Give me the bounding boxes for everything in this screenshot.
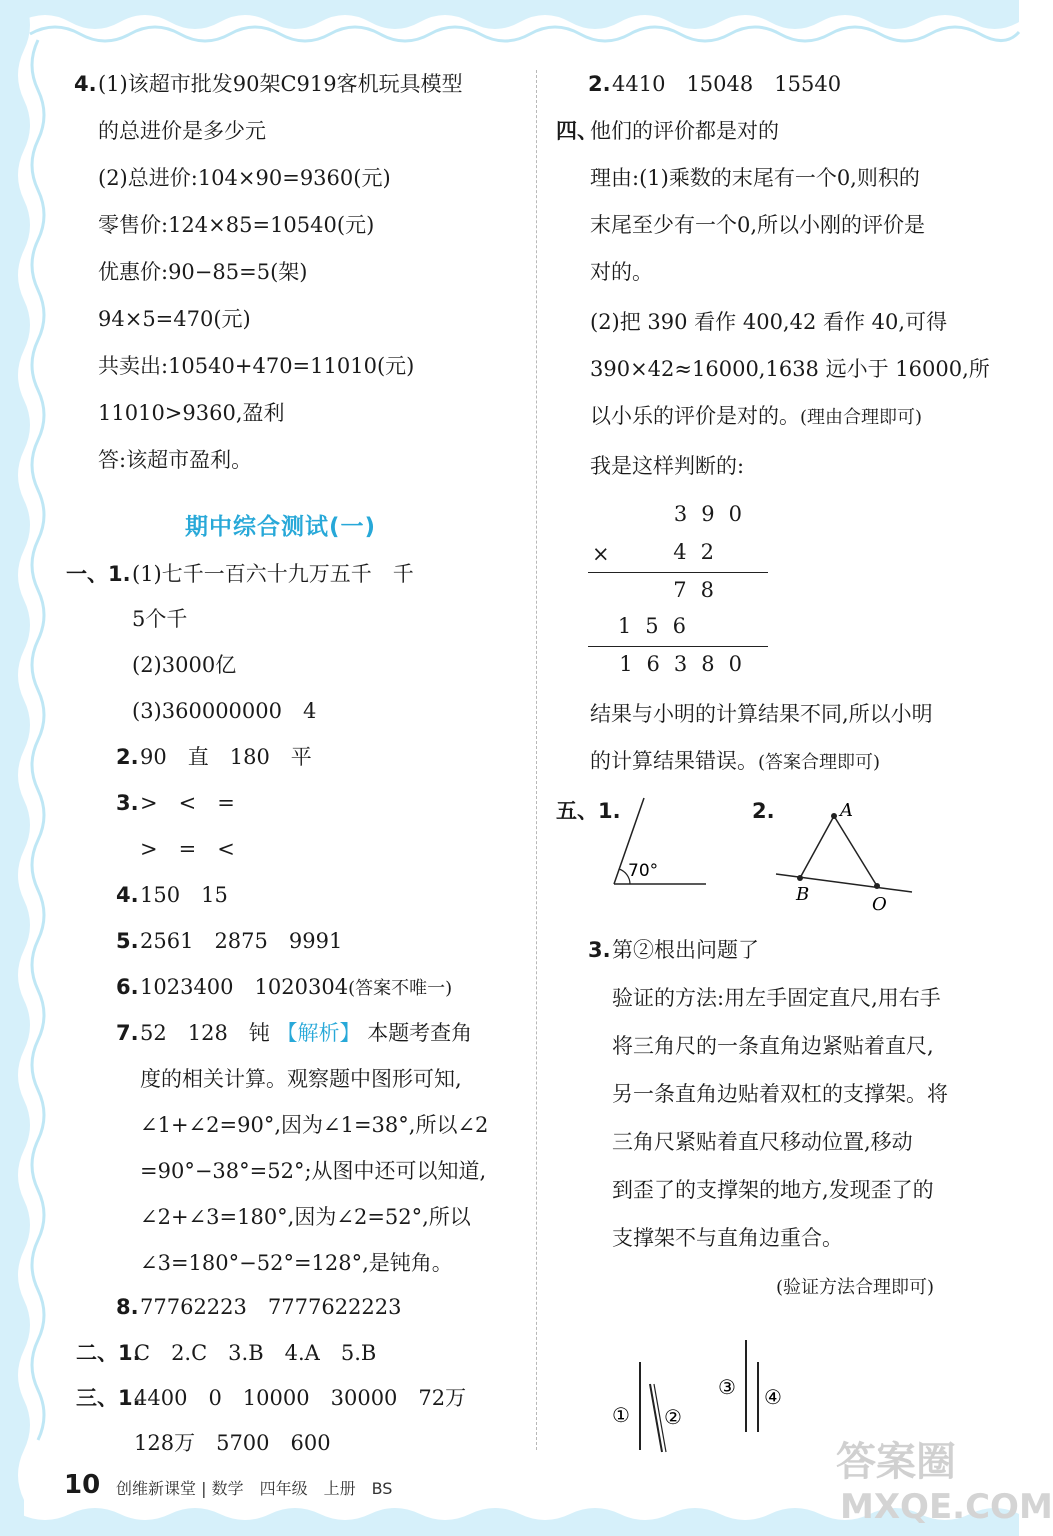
answer-text: 1023400 1020304 xyxy=(140,975,349,999)
partial-product: 156 xyxy=(617,614,700,638)
answer-line: 答:该超市盈利。 xyxy=(98,448,253,472)
answer-line: (1)该超市批发90架C919客机玩具模型 xyxy=(98,72,463,96)
answer-line: (3)360000000 4 xyxy=(132,699,317,723)
angle-diagram xyxy=(600,790,712,890)
analysis-line: ∠2+∠3=180°,因为∠2=52°,所以 xyxy=(140,1205,471,1229)
answer-line xyxy=(590,402,922,432)
answer-line xyxy=(140,1019,472,1047)
answer-line: 对的。 xyxy=(590,260,653,284)
question-number: 8. xyxy=(116,1295,139,1319)
point-label: B xyxy=(796,884,810,905)
answer-line: 支撑架不与直角边重合。 xyxy=(612,1226,843,1250)
answer-line: 末尾至少有一个0,所以小刚的评价是 xyxy=(590,213,926,237)
point-label: O xyxy=(872,894,887,915)
triangle-diagram xyxy=(770,796,920,916)
answer-line: 另一条直角边贴着双杠的支撑架。将 xyxy=(612,1082,948,1106)
question-number: 6. xyxy=(116,975,139,999)
answer-line: (2)3000亿 xyxy=(132,653,237,677)
question-number: 3. xyxy=(588,938,611,962)
answer-line: 11010>9360,盈利 xyxy=(98,401,285,425)
answer-line: (1)七千一百六十九万五千 千 xyxy=(132,562,414,586)
answer-line: 4400 0 10000 30000 72万 xyxy=(134,1386,467,1410)
answer-line: 共卖出:10540+470=11010(元) xyxy=(98,354,415,378)
section-label: 三、1. xyxy=(76,1386,141,1410)
section-title: 期中综合测试(一) xyxy=(185,514,377,540)
watermark-logo: 答案圈 xyxy=(836,1439,956,1485)
point-label: A xyxy=(840,800,853,821)
answer-line: C 2.C 3.B 4.A 5.B xyxy=(134,1341,377,1365)
answer-line: > < = xyxy=(140,791,235,815)
answer-line xyxy=(590,747,880,777)
answer-line: 90 直 180 平 xyxy=(140,745,312,769)
answer-text: 以小乐的评价是对的。 xyxy=(590,404,800,428)
answer-note: (理由合理即可) xyxy=(800,407,923,428)
section-label: 一、1. xyxy=(66,562,131,586)
answer-note: (答案不唯一) xyxy=(348,978,453,999)
partial-product: 78 xyxy=(673,578,728,602)
parallel-bars-diagram xyxy=(604,1332,814,1462)
answer-line: 150 15 xyxy=(140,883,228,907)
answer-line: 零售价:124×85=10540(元) xyxy=(98,213,375,237)
page-number: 10 xyxy=(64,1470,101,1500)
answer-line: 128万 5700 600 xyxy=(134,1431,331,1455)
answer-line: 390×42≈16000,1638 远小于 16000,所 xyxy=(590,357,990,381)
answer-line xyxy=(140,973,452,1003)
answer-line: 将三角尺的一条直角边紧贴着直尺, xyxy=(612,1034,934,1058)
answer-line: 94×5=470(元) xyxy=(98,307,251,331)
answer-text: 本题考查角 xyxy=(367,1021,473,1045)
answer-line: 第②根出问题了 xyxy=(612,938,759,962)
column-divider xyxy=(536,70,537,1450)
answer-line: (2)把 390 看作 400,42 看作 40,可得 xyxy=(590,310,948,334)
answer-line: > = < xyxy=(140,837,235,861)
section-label: 四、 xyxy=(556,119,598,143)
question-number: 3. xyxy=(116,791,139,815)
answer-line: 的总进价是多少元 xyxy=(98,119,266,143)
calc-line xyxy=(588,646,768,647)
answer-line: 2561 2875 9991 xyxy=(140,929,343,953)
analysis-line: 度的相关计算。观察题中图形可知, xyxy=(140,1067,462,1091)
question-number: 7. xyxy=(116,1021,139,1045)
angle-label: 70° xyxy=(628,861,659,881)
answer-line: 到歪了的支撑架的地方,发现歪了的 xyxy=(612,1178,934,1202)
answer-line: 5个千 xyxy=(132,607,188,631)
multiplier: 42 xyxy=(673,540,728,564)
question-number: 5. xyxy=(116,929,139,953)
answer-line: 验证的方法:用左手固定直尺,用右手 xyxy=(612,986,941,1010)
analysis-line: ∠1+∠2=90°,因为∠1=38°,所以∠2 xyxy=(140,1113,489,1137)
analysis-line: ∠3=180°−52°=128°,是钝角。 xyxy=(140,1251,453,1275)
bar-label: ③ xyxy=(718,1375,736,1399)
multiplicand: 390 xyxy=(673,502,756,526)
answer-line: 4410 15048 15540 xyxy=(612,72,842,96)
analysis-line: =90°−38°=52°;从图中还可以知道, xyxy=(140,1159,487,1183)
answer-text: 的计算结果错误。 xyxy=(590,749,758,773)
bar-label: ② xyxy=(664,1405,682,1429)
product: 16380 xyxy=(619,652,756,676)
question-number: 2. xyxy=(752,799,775,823)
answer-line: 77762223 7777622223 xyxy=(140,1295,402,1319)
answer-note: (验证方法合理即可) xyxy=(776,1277,935,1298)
question-number: 2. xyxy=(588,72,611,96)
answer-line: 结果与小明的计算结果不同,所以小明 xyxy=(590,702,933,726)
analysis-tag: 【解析】 xyxy=(276,1021,361,1045)
answer-line: 我是这样判断的: xyxy=(590,454,745,478)
answer-text: 52 128 钝 xyxy=(140,1021,270,1045)
wave-border-left xyxy=(0,0,52,1536)
book-info: 创维新课堂 | 数学 四年级 上册 BS xyxy=(116,1479,393,1498)
answer-line: 优惠价:90−85=5(架) xyxy=(98,260,308,284)
section-label: 二、1. xyxy=(76,1341,141,1365)
answer-line: (2)总进价:104×90=9360(元) xyxy=(98,166,391,190)
answer-line: 他们的评价都是对的 xyxy=(590,119,779,143)
bar-label: ④ xyxy=(764,1385,782,1409)
wave-border-top xyxy=(0,0,1019,48)
times-sign: × xyxy=(592,542,610,566)
answer-line: 三角尺紧贴着直尺移动位置,移动 xyxy=(612,1130,913,1154)
calc-line xyxy=(588,572,768,573)
question-number: 4. xyxy=(116,883,139,907)
answer-note: (答案合理即可) xyxy=(758,752,881,773)
answer-line: 理由:(1)乘数的末尾有一个0,则积的 xyxy=(590,166,920,190)
section-label: 五、1. xyxy=(556,799,621,823)
bar-label: ① xyxy=(612,1403,630,1427)
watermark-url: MXQE.COM xyxy=(840,1487,1053,1527)
question-number: 2. xyxy=(116,745,139,769)
question-number: 4. xyxy=(74,72,97,96)
